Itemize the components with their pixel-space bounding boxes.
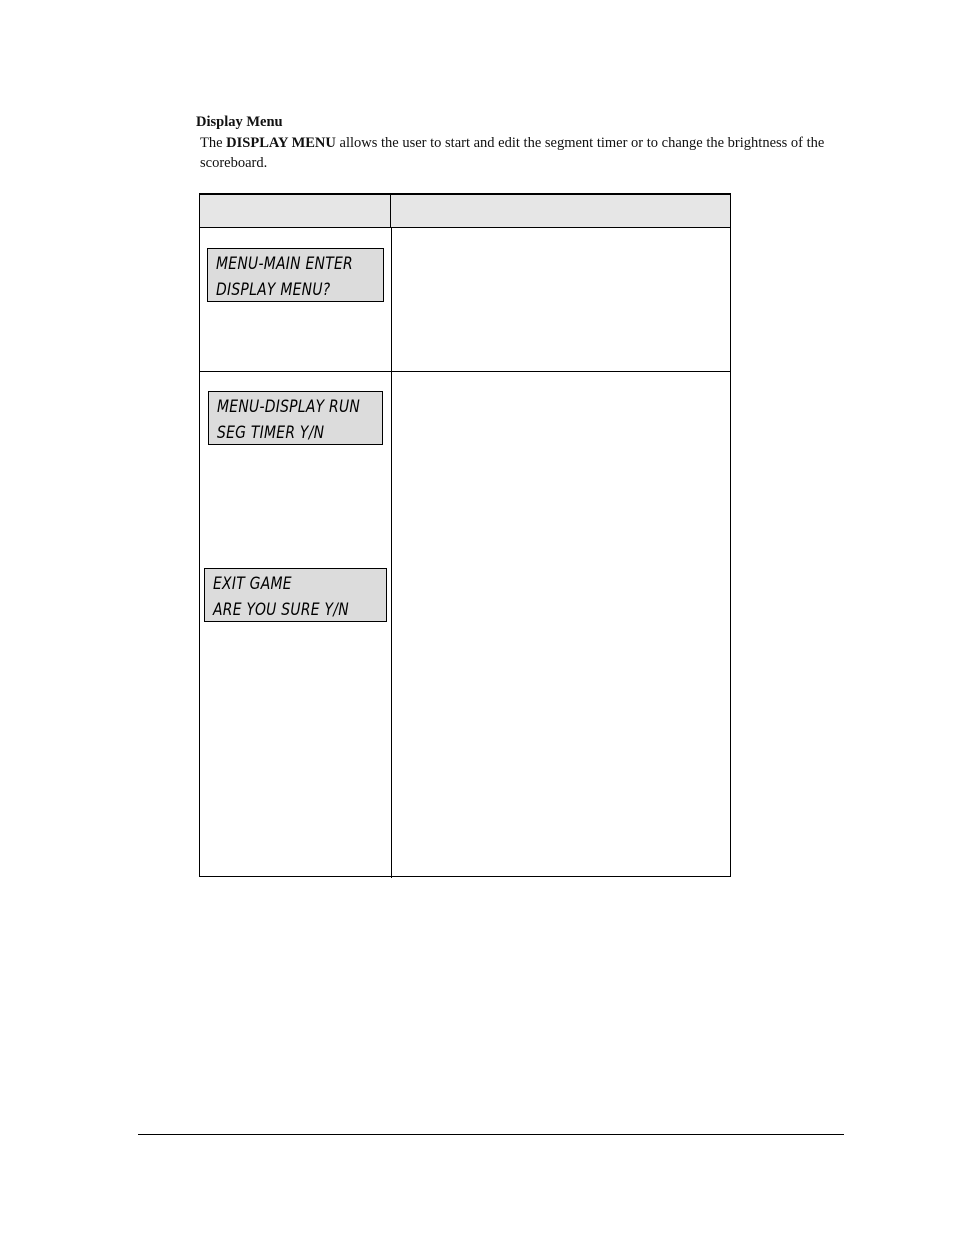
lcd-line: ARE YOU SURE Y/N xyxy=(213,600,349,620)
lcd-screen-main-enter xyxy=(207,248,384,302)
intro-prefix: The xyxy=(200,135,227,151)
lcd-line: SEG TIMER Y/N xyxy=(217,423,325,443)
row-separator xyxy=(200,371,730,372)
footer-rule xyxy=(138,1134,844,1135)
lcd-line: MENU-DISPLAY RUN xyxy=(217,397,361,417)
table-header-row xyxy=(200,195,730,228)
intro-paragraph xyxy=(200,133,830,173)
lcd-screen-run-seg-timer xyxy=(208,391,383,445)
section-heading: Display Menu xyxy=(196,114,283,130)
lcd-line: MENU-MAIN ENTER xyxy=(216,254,353,274)
table-header-right xyxy=(392,195,730,227)
display-menu-table xyxy=(199,193,731,877)
intro-bold-term: DISPLAY MENU xyxy=(226,135,336,151)
intro-suffix: allows the user to start and edit the segment timer or to change the brightness of the scoreboard. xyxy=(200,135,825,171)
lcd-screen-exit-game xyxy=(204,568,387,622)
lcd-line: EXIT GAME xyxy=(213,574,292,594)
table-header-left xyxy=(200,195,391,227)
column-separator xyxy=(391,228,392,878)
lcd-line: DISPLAY MENU? xyxy=(216,280,331,300)
